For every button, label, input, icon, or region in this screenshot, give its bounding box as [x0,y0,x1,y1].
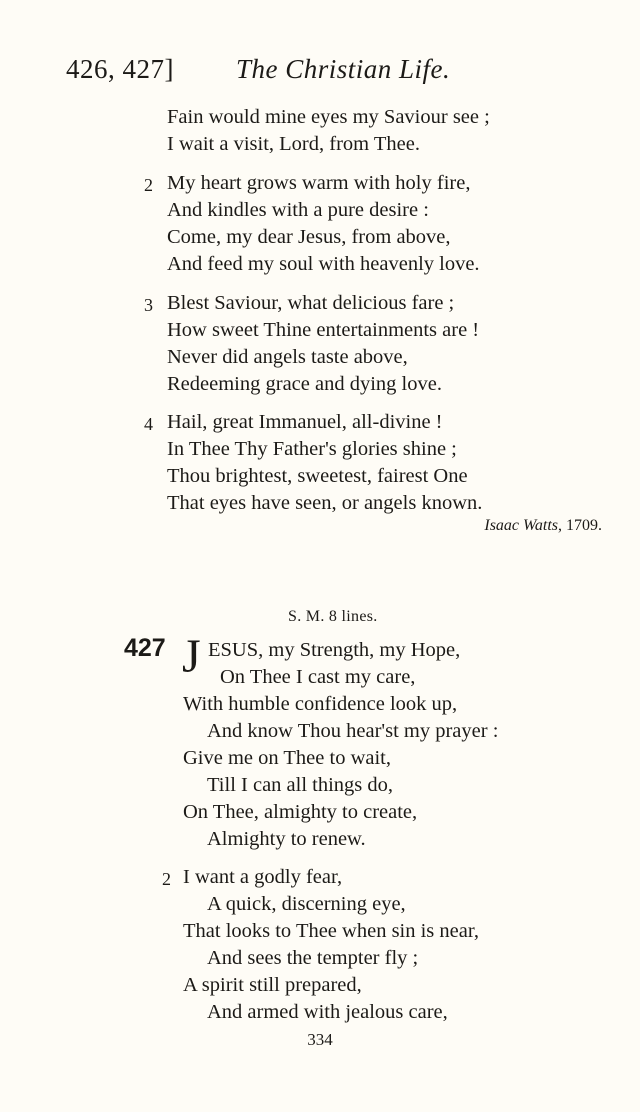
meter-label: S. M. 8 lines. [288,608,378,625]
hymn-line: With humble confidence look up, [183,693,458,715]
hymn-line: Give me on Thee to wait, [183,747,391,769]
header-page-ref: 426, 427] [66,54,174,84]
hymn-line: A spirit still prepared, [183,974,362,996]
hymn-line: How sweet Thine entertainments are ! [167,319,480,341]
hymn-line: And feed my soul with heavenly love. [167,253,480,275]
hymn-line: Fain would mine eyes my Saviour see ; [167,106,490,128]
hymn-line: Come, my dear Jesus, from above, [167,226,451,248]
hymn-line: ESUS, my Strength, my Hope, [208,639,461,661]
hymn-line: Blest Saviour, what delicious fare ; [167,292,455,314]
hymn-line: I wait a visit, Lord, from Thee. [167,133,420,155]
verse-number: 4 [144,414,153,434]
hymn-line: And sees the tempter fly ; [207,947,419,969]
header-section-title: The Christian Life. [236,54,451,84]
verse-number: 3 [144,295,153,315]
page-number: 334 [307,1030,333,1049]
hymn-line: Almighty to renew. [207,828,366,850]
verse-number: 2 [162,869,171,889]
hymn-line: Hail, great Immanuel, all-divine ! [167,411,443,433]
hymn-line: Thou brightest, sweetest, fairest One [167,465,468,487]
attribution-separator: , [558,517,562,534]
hymn-line: I want a godly fear, [183,866,343,888]
hymn-line: And kindles with a pure desire : [167,199,429,221]
hymn-line: On Thee I cast my care, [220,666,416,688]
hymn-line: That eyes have seen, or angels known. [167,492,483,514]
attribution [484,517,602,535]
attribution-author: Isaac Watts [484,517,558,534]
hymn-line: In Thee Thy Father's glories shine ; [167,438,457,460]
hymn-line: Never did angels taste above, [167,346,408,368]
hymn-line: My heart grows warm with holy fire, [167,172,471,194]
drop-cap: J [182,630,201,683]
hymn-line: Redeeming grace and dying love. [167,373,442,395]
hymn-number: 427 [124,634,166,662]
hymn-line: Till I can all things do, [207,774,394,796]
hymn-line: And know Thou hear'st my prayer : [207,720,499,742]
attribution-year: 1709. [566,517,602,534]
hymn-line: And armed with jealous care, [207,1001,448,1023]
hymn-line: On Thee, almighty to create, [183,801,418,823]
verse-number: 2 [144,175,153,195]
hymn-line: That looks to Thee when sin is near, [183,920,479,942]
hymn-line: A quick, discerning eye, [207,893,406,915]
